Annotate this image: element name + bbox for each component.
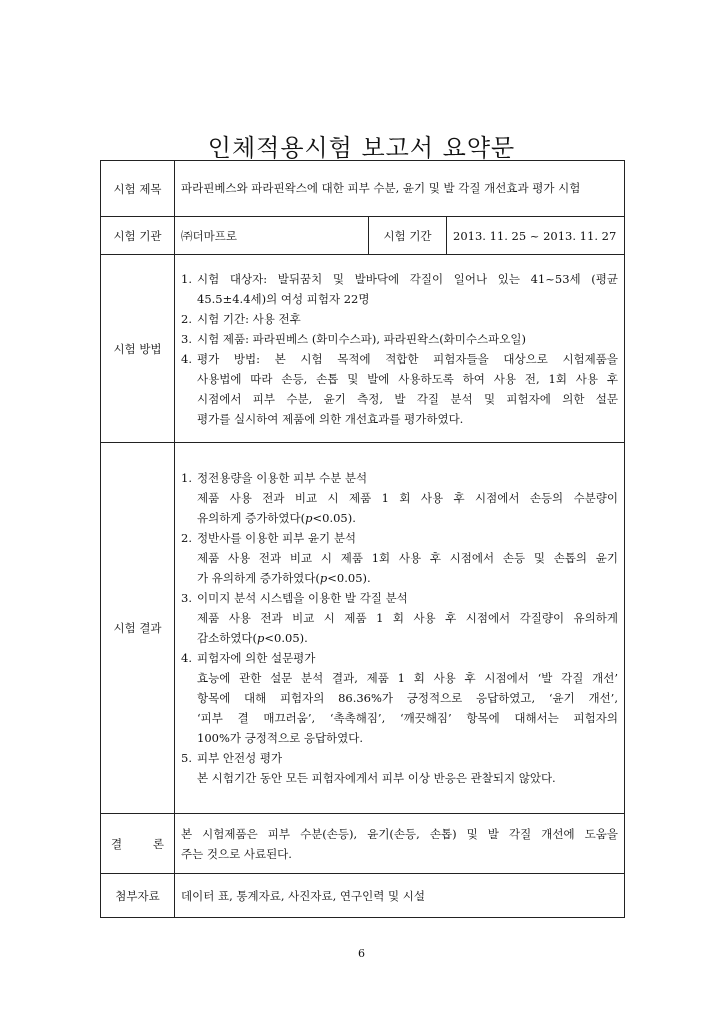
result-line: 항목에 대해 피험자의 86.36%가 긍정적으로 응답하였고, ‘윤기 개선’, <box>197 691 618 705</box>
result-item <box>181 588 618 608</box>
row-method <box>101 255 625 443</box>
result-heading: 정반사를 이용한 피부 윤기 분석 <box>197 531 357 545</box>
item-number: 3. <box>181 331 192 346</box>
result-heading: 이미지 분석 시스템을 이용한 발 각질 분석 <box>197 591 408 605</box>
method-line: 시험 제품: 파라핀베스 (화미수스파), 파라핀왁스(화미수스파오일) <box>197 331 526 346</box>
method-line: 평가를 실시하여 제품에 의한 개선효과를 평가하였다. <box>197 411 464 426</box>
result-line: 제품 사용 전과 비교 시 제품 1회 사용 후 시점에서 손등 및 손톱의 윤기 <box>197 551 618 565</box>
results-content <box>175 443 625 814</box>
item-number: 1. <box>181 471 192 485</box>
institution-label: 시험 기관 <box>101 217 175 255</box>
conclusion-label <box>101 814 175 874</box>
test-title-value: 파라핀베스와 파라핀왁스에 대한 피부 수분, 윤기 및 발 각질 개선효과 평가 시험 <box>175 161 625 217</box>
result-item <box>181 528 618 548</box>
item-number: 4. <box>181 651 192 665</box>
item-number: 3. <box>181 591 192 605</box>
result-line: 제품 사용 전과 비교 시 제품 1 회 사용 후 시점에서 손등의 수분량이 <box>197 491 618 505</box>
attachments-label: 첨부자료 <box>101 874 175 918</box>
row-attachments <box>101 874 625 918</box>
conclusion-content <box>175 814 625 874</box>
method-line: 시험 기간: 사용 전후 <box>197 311 301 326</box>
result-line: 감소하였다(p<0.05). <box>197 631 308 645</box>
method-item <box>181 349 618 369</box>
result-line: 효능에 관한 설문 분석 결과, 제품 1 회 사용 후 시점에서 ‘발 각질 개선’ <box>197 671 618 685</box>
period-label: 시험 기간 <box>369 217 447 255</box>
method-line: 시점에서 피부 수분, 윤기 측정, 발 각질 분석 및 피험자에 의한 설문 <box>197 391 618 406</box>
method-item <box>181 309 618 329</box>
attachments-value: 데이터 표, 통계자료, 사진자료, 연구인력 및 시설 <box>175 874 625 918</box>
item-number: 2. <box>181 531 192 545</box>
document-title: 인체적용시험 보고서 요약문 <box>207 134 516 162</box>
result-heading: 피부 안전성 평가 <box>197 751 283 765</box>
result-line: 유의하게 증가하였다(p<0.05). <box>197 511 356 525</box>
method-line: 평가 방법: 본 시험 목적에 적합한 피험자들을 대상으로 시험제품을 <box>197 351 618 366</box>
conclusion-line: 본 시험제품은 피부 수분(손등), 윤기(손등, 손톱) 및 발 각질 개선에 도움을 <box>181 826 618 841</box>
result-line: 100%가 긍정적으로 응답하였다. <box>197 731 364 745</box>
item-number: 1. <box>181 271 192 286</box>
method-item <box>181 269 618 289</box>
method-line: 45.5±4.4세)의 여성 피험자 22명 <box>197 291 370 306</box>
item-number: 4. <box>181 351 192 366</box>
result-item <box>181 468 618 488</box>
result-heading: 정전용량을 이용한 피부 수분 분석 <box>197 471 368 485</box>
result-line: 가 유의하게 증가하였다(p<0.05). <box>197 571 371 585</box>
result-heading: 피험자에 의한 설문평가 <box>197 651 316 665</box>
result-line: 제품 사용 전과 비교 시 제품 1 회 사용 후 시점에서 각질량이 유의하게 <box>197 611 618 625</box>
row-institution <box>101 217 625 255</box>
row-results <box>101 443 625 814</box>
page-number: 6 <box>358 947 365 960</box>
method-item <box>181 329 618 349</box>
result-item <box>181 748 618 768</box>
result-item <box>181 648 618 668</box>
row-test-title <box>101 161 625 217</box>
result-line: 본 시험기간 동안 모든 피험자에게서 피부 이상 반응은 관찰되지 않았다. <box>197 771 556 785</box>
summary-table <box>100 160 625 918</box>
item-number: 5. <box>181 751 192 765</box>
test-title-label: 시험 제목 <box>101 161 175 217</box>
row-conclusion <box>101 814 625 874</box>
item-number: 2. <box>181 311 192 326</box>
conclusion-label-text: 결 론 <box>111 836 164 851</box>
method-label: 시험 방법 <box>101 255 175 443</box>
method-line: 시험 대상자: 발뒤꿈치 및 발바닥에 각질이 일어나 있는 41~53세 (평균 <box>197 271 618 286</box>
conclusion-line: 주는 것으로 사료된다. <box>181 846 292 861</box>
institution-value: ㈜더마프로 <box>175 217 369 255</box>
result-line: ‘피부 결 매끄러움’, ‘촉촉해짐’, ‘깨끗해짐’ 항목에 대해서는 피험자의 <box>197 711 618 725</box>
results-label: 시험 결과 <box>101 443 175 814</box>
method-content <box>175 255 625 443</box>
period-value: 2013. 11. 25 ~ 2013. 11. 27 <box>447 217 625 255</box>
method-line: 사용법에 따라 손등, 손톱 및 발에 사용하도록 하여 사용 전, 1회 사용 후 <box>197 371 618 386</box>
